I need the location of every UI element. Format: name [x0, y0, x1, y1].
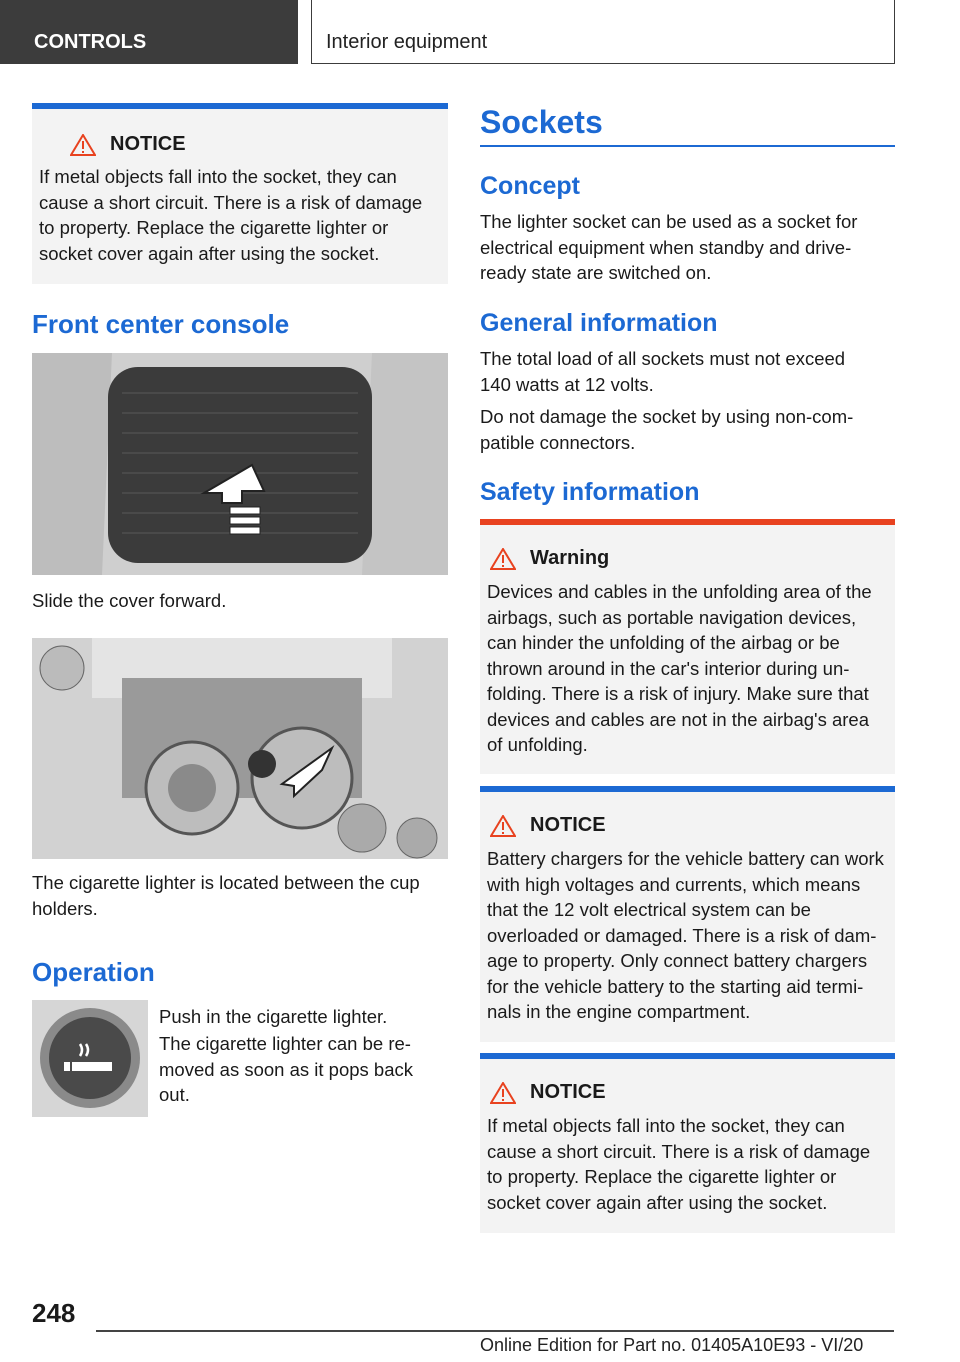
chapter-label: Interior equipment — [326, 31, 488, 53]
footer-edition: Online Edition for Part no. 01405A10E93 - VI/20 — [480, 1335, 864, 1355]
section-heading-safety: Safety information — [480, 478, 700, 506]
warning-text: Devices and cables in the unfolding area of the airbags, such as portable navigation devices, can hinder the unfolding of the airbag or be thrown around in the car's interior during un-folding. There is a risk of injury. Make sure that devices and cables are not in the airbag's area of unfolding. — [487, 581, 872, 755]
cup-holder-photo — [32, 638, 448, 859]
section-heading-concept: Concept — [480, 172, 580, 200]
warning-triangle-icon — [490, 548, 516, 570]
warning-box — [480, 519, 895, 774]
section-heading-general: General information — [480, 309, 718, 337]
notice-title: NOTICE — [110, 133, 186, 155]
notice-title: NOTICE — [530, 1081, 606, 1103]
notice-title: NOTICE — [530, 814, 606, 836]
title-rule — [480, 145, 895, 147]
section-heading-operation: Operation — [32, 957, 155, 987]
warning-title: Warning — [530, 547, 610, 569]
warning-triangle-icon — [490, 815, 516, 837]
notice-text: Battery chargers for the vehicle battery can work with high voltages and currents, which means that the 12 volt electrical system can be overloaded or damaged. There is a risk of dam-age to property. Only connect battery chargers for the vehicle battery to the starting aid termi-nals in the engine compartment. — [487, 848, 884, 1022]
warning-triangle-icon — [70, 134, 96, 156]
notice-box-left — [32, 103, 448, 284]
general-text-2: Do not damage the socket by using non-com-patible connectors. — [480, 406, 854, 453]
page-number: 248 — [32, 1298, 76, 1328]
general-text-1: The total load of all sockets must not exceed 140 watts at 12 volts. — [480, 348, 846, 395]
caption-slide-cover: Slide the cover forward. — [32, 590, 227, 611]
chapter-tab — [311, 0, 895, 64]
notice-text: If metal objects fall into the socket, they can cause a short circuit. There is a risk of damage to property. Replace the cigarette lighter or socket cover again after using the socket. — [39, 166, 423, 264]
section-heading-front-console: Front center console — [32, 309, 290, 339]
caption-lighter-location: The cigarette lighter is located between the cup holders. — [32, 872, 420, 919]
operation-text-2: The cigarette lighter can be re-moved as soon as it pops back out. — [159, 1033, 414, 1105]
section-label: CONTROLS — [34, 31, 147, 53]
notice-text: If metal objects fall into the socket, they can cause a short circuit. There is a risk of damage to property. Replace the cigarette lighter or socket cover again after using the socket. — [487, 1115, 871, 1213]
page-header — [0, 0, 960, 66]
console-cover-photo — [32, 353, 448, 575]
page-title-sockets: Sockets — [480, 104, 603, 140]
cigarette-lighter-icon — [32, 1000, 148, 1117]
operation-text-1: Push in the cigarette lighter. — [159, 1006, 388, 1027]
section-tab — [0, 0, 298, 64]
warning-triangle-icon — [490, 1082, 516, 1104]
concept-text: The lighter socket can be used as a socket for electrical equipment when standby and drive-ready state are switched on. — [480, 211, 858, 283]
notice-box-metal — [480, 1053, 895, 1233]
notice-box-battery — [480, 786, 895, 1042]
footer-rule — [96, 1330, 894, 1332]
